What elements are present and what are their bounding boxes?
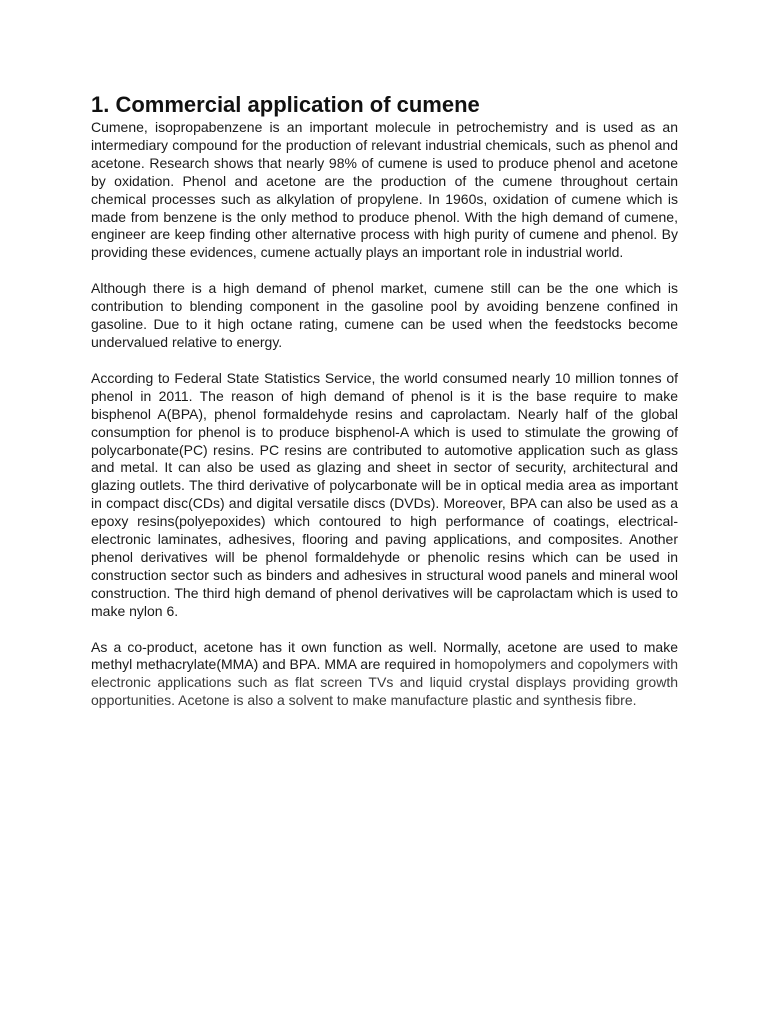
document-page (91, 92, 678, 710)
section-heading: 1. Commercial application of cumene (91, 92, 480, 117)
paragraph-acetone-part-1: As a co-product, acetone has it own function as well. Normally, acetone are used to make methyl methacrylate(MMA) and BPA. MMA are required in (91, 638, 678, 673)
paragraph-gasoline-blending: Although there is a high demand of phenol market, cumene still can be the one which is contribution to blending component in the gasoline pool by avoiding benzene confined in gasoline. Due to it high octane rating, cumene can be used when the feedstocks become undervalued relative to energy. (91, 280, 678, 350)
paragraph-cumene-intro: Cumene, isopropabenzene is an important molecule in petrochemistry and is used as an intermediary compound for the production of relevant industrial chemicals, such as phenol and acetone. Research shows that nearly 98% of cumene is used to produce phenol and acetone by oxidation. Phenol and acetone are the production of the cumene throughout certain chemical processes such as alkylation of propylene. In 1960s, oxidation of cumene which is made from benzene is the only method to produce phenol. With the high demand of cumene, engineer are keep finding other alternative process with high purity of cumene and phenol. By providing these evidences, cumene actually plays an important role in industrial world. (91, 119, 678, 261)
paragraph-phenol-demand: According to Federal State Statistics Service, the world consumed nearly 10 million tonnes of phenol in 2011. The reason of high demand of phenol is it is the base require to make bisphenol A(BPA), phenol formaldehyde resins and caprolactam. Nearly half of the global consumption for phenol is to produce bisphenol-A which is used to stimulate the growing of polycarbonate(PC) resins. PC resins are contributed to automotive application such as glass and metal. It can also be used as glazing and sheet in sector of security, architectural and glazing outlets. The third derivative of polycarbonate will be in optical media area as important in compact disc(CDs) and digital versatile discs (DVDs). Moreover, BPA can also be used as a epoxy resins(polyepoxides) which contoured to high performance of coatings, electrical-electronic laminates, adhesives, flooring and paving applications, and composites. Another phenol derivatives will be phenol formaldehyde or phenolic resins which can be used in construction sector such as binders and adhesives in structural wood panels and mineral wool construction. The third high demand of phenol derivatives will be caprolactam which is used to make nylon 6. (91, 369, 678, 619)
paragraph-acetone-part-2: homopolymers and copolymers with electronic applications such as flat screen TVs and liquid crystal displays providing growth opportunities. Acetone is also a solvent to make manufacture plastic and synthesis fibre. (91, 656, 678, 709)
paragraph-acetone-coproduct (91, 639, 678, 711)
